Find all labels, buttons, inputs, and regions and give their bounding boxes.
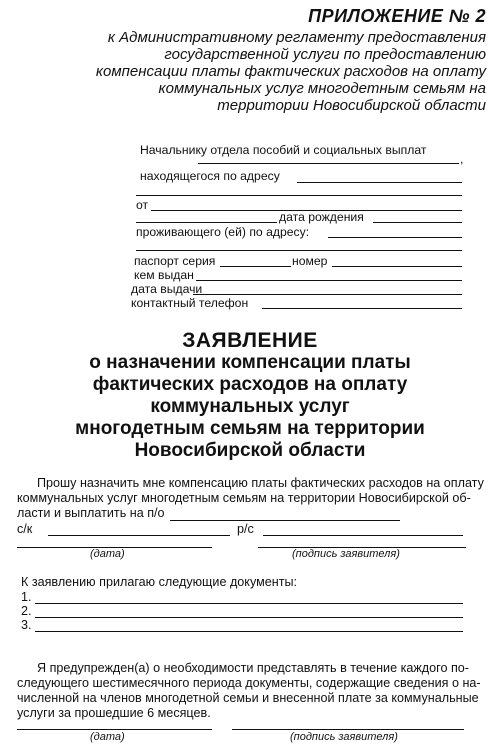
sk-label: с/к [17, 522, 33, 536]
statement-subtitle-line: многодетным семьям на территории [75, 418, 425, 439]
residing-label: проживающего (ей) по адресу: [136, 225, 310, 239]
statement-title: ЗАЯВЛЕНИЕ [182, 329, 318, 352]
appendix-line: территории Новосибирской области [217, 97, 486, 114]
signature-caption-2: (подпись заявителя) [290, 731, 398, 743]
passport-series-field[interactable] [220, 266, 291, 267]
birth-date-label: дата рождения [279, 210, 364, 224]
signature-caption: (подпись заявителя) [292, 548, 400, 560]
date-caption-2: (дата) [90, 731, 125, 743]
appendix-line: к Административному регламенту предоставления [107, 29, 486, 46]
passport-number-label: номер [292, 254, 328, 268]
document-item-number: 1. [21, 590, 32, 604]
signature-field-2[interactable] [232, 729, 464, 730]
document-field-3[interactable] [35, 631, 463, 632]
addressee-to: Начальнику отдела пособий и социальных выплат [140, 143, 427, 157]
rs-field[interactable] [263, 535, 463, 536]
document-field-1[interactable] [35, 603, 463, 604]
document-field-2[interactable] [35, 617, 463, 618]
request-line: Прошу назначить мне компенсацию платы фактических расходов на оплату [37, 476, 484, 490]
issue-date-field[interactable] [193, 294, 462, 295]
warning-line: Я предупрежден(а) о необходимости представлять в течение каждого по- [37, 661, 469, 675]
appendix-line: коммунальных услуг многодетным семьям на [158, 80, 486, 97]
request-line: коммунальных услуг многодетным семьям на территории Новосибирской об- [17, 491, 471, 505]
from-label: от [136, 198, 149, 212]
date-caption: (дата) [90, 548, 125, 560]
statement-subtitle-line: коммунальных услуг [150, 396, 350, 417]
phone-label: контактный телефон [131, 296, 249, 310]
statement-subtitle-line: о назначении компенсации платы [89, 352, 411, 373]
issued-by-field[interactable] [196, 280, 462, 281]
passport-number-field[interactable] [332, 266, 462, 267]
phone-field[interactable] [262, 308, 462, 309]
located-label: находящегося по адресу [140, 169, 280, 183]
warning-line: услуги за прошедшие 6 месяцев. [17, 706, 211, 720]
passport-series-label: паспорт серия [134, 254, 216, 268]
statement-subtitle-line: фактических расходов на оплату [92, 374, 408, 395]
warning-line: следующего шестимесячного периода документы, содержащие сведения о на- [17, 676, 481, 690]
birth-date-field[interactable] [373, 222, 462, 223]
appendix-title: ПРИЛОЖЕНИЕ № 2 [308, 6, 486, 26]
located-field[interactable] [297, 182, 462, 183]
issued-by-label: кем выдан [134, 268, 194, 282]
date-field-2[interactable] [17, 729, 212, 730]
issue-date-label: дата выдачи [131, 282, 203, 296]
appendix-line: компенсации платы фактических расходов на оплату [95, 63, 486, 80]
rs-label: р/с [237, 522, 254, 536]
comma: , [460, 152, 464, 166]
addressee-to-field[interactable] [198, 163, 459, 164]
warning-line: численной на членов многодетной семьи и внесенной плате за коммунальные [17, 691, 479, 705]
residing-field-2[interactable] [136, 250, 462, 251]
document-item-number: 3. [21, 618, 32, 632]
document-item-number: 2. [21, 604, 32, 618]
located-field-2[interactable] [136, 195, 462, 196]
residing-field[interactable] [328, 237, 462, 238]
documents-intro: К заявлению прилагаю следующие документы: [21, 575, 298, 589]
request-line: ласти и выплатить на п/о [17, 506, 165, 520]
appendix-line: государственной услуги по предоставлению [164, 46, 486, 63]
sk-field[interactable] [48, 535, 230, 536]
post-office-field[interactable] [170, 520, 400, 521]
statement-subtitle-line: Новосибирской области [134, 440, 366, 461]
from-field-2[interactable] [136, 222, 277, 223]
